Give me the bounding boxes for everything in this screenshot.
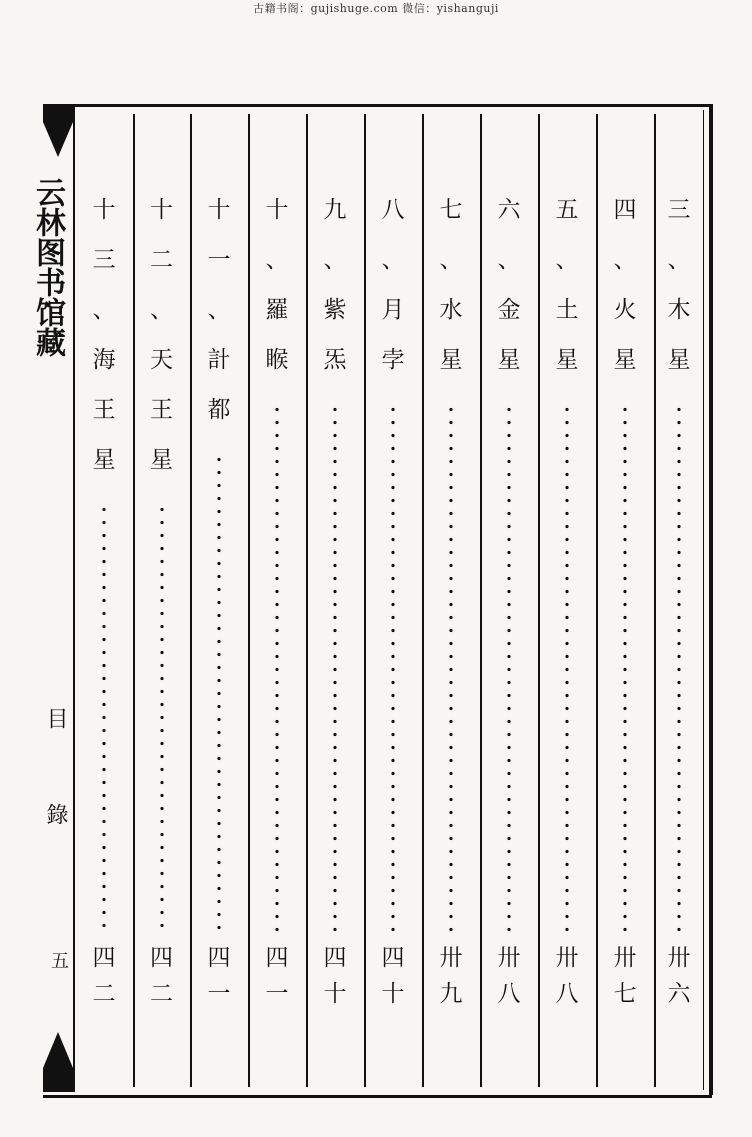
toc-page-number — [142, 940, 182, 1012]
title-char: 、 — [92, 297, 116, 323]
title-char: 星 — [439, 347, 463, 373]
toc-entry[interactable] — [659, 185, 699, 1025]
leader-dots — [333, 403, 337, 933]
toc-entry-title — [489, 185, 529, 385]
toc-page-number — [315, 940, 355, 1012]
leader-dots — [623, 403, 627, 933]
title-char: 王 — [150, 397, 173, 423]
title-char: 、 — [555, 247, 579, 273]
toc-entry-title — [142, 185, 182, 485]
title-char: 一 — [207, 247, 231, 273]
title-char: 、 — [439, 247, 463, 273]
title-char: 都 — [207, 397, 231, 423]
toc-page-number — [489, 940, 529, 1012]
title-char: 星 — [150, 447, 173, 473]
toc-entry-title — [373, 185, 413, 385]
toc-entry[interactable] — [373, 185, 413, 1025]
title-char: 水 — [439, 297, 463, 323]
toc-page-number — [199, 940, 239, 1012]
title-char: 睺 — [265, 347, 289, 373]
toc-entry-title — [547, 185, 587, 385]
title-char: 星 — [92, 447, 116, 473]
toc-entry[interactable] — [489, 185, 529, 1025]
toc-page-number — [84, 940, 124, 1012]
title-char: 、 — [613, 247, 637, 273]
column-divider — [596, 114, 598, 1087]
column-divider — [190, 114, 192, 1087]
leader-dots — [217, 453, 221, 933]
toc-entry-title — [431, 185, 471, 385]
book-margin-column — [30, 107, 73, 1092]
toc-page-number — [547, 940, 587, 1012]
title-char: 金 — [497, 297, 521, 323]
column-divider — [538, 114, 540, 1087]
right-inner-border — [703, 110, 704, 1090]
page-char: 十 — [381, 981, 405, 1007]
title-char: 、 — [667, 247, 691, 273]
toc-page-number — [373, 940, 413, 1012]
toc-entry-title — [659, 185, 699, 385]
title-char: 九 — [323, 197, 347, 223]
fishtail-bottom-icon — [43, 1032, 73, 1092]
page-char: 卅 — [497, 945, 521, 971]
title-char: 炁 — [323, 347, 347, 373]
page-char: 卅 — [555, 945, 579, 971]
right-border — [709, 104, 713, 1095]
title-char: 、 — [265, 247, 289, 273]
toc-page-number — [431, 940, 471, 1012]
title-char: 六 — [497, 197, 521, 223]
toc-entry-title — [257, 185, 297, 385]
title-char: 、 — [207, 297, 231, 323]
page-char: 八 — [497, 981, 521, 1007]
title-char: 三 — [92, 247, 116, 273]
title-char: 十 — [207, 197, 231, 223]
title-char: 星 — [613, 347, 637, 373]
section-title: 目錄 — [43, 707, 68, 899]
title-char: 紫 — [323, 297, 347, 323]
fishtail-top-icon — [43, 107, 73, 157]
title-char: 八 — [381, 197, 405, 223]
title-char: 四 — [613, 197, 637, 223]
leader-dots — [565, 403, 569, 933]
column-divider — [133, 114, 135, 1087]
title-char: 月 — [381, 297, 405, 323]
page-char: 九 — [439, 981, 463, 1007]
toc-page-number — [257, 940, 297, 1012]
title-char: 三 — [667, 197, 691, 223]
title-char: 天 — [150, 347, 173, 373]
page-char: 卅 — [613, 945, 637, 971]
column-divider — [654, 114, 656, 1087]
toc-entry[interactable] — [547, 185, 587, 1025]
title-char: 、 — [150, 297, 173, 323]
toc-entry-title — [199, 185, 239, 435]
toc-entry[interactable] — [142, 185, 182, 1025]
title-char: 十 — [150, 197, 173, 223]
page-char: 八 — [555, 981, 579, 1007]
toc-entry[interactable] — [257, 185, 297, 1025]
title-char: 計 — [207, 347, 231, 373]
toc-entry[interactable] — [199, 185, 239, 1025]
title-char: 土 — [555, 297, 579, 323]
leader-dots — [160, 503, 164, 933]
page-char: 一 — [265, 981, 289, 1007]
column-divider — [248, 114, 250, 1087]
toc-entry-title — [315, 185, 355, 385]
title-char: 二 — [150, 247, 173, 273]
toc-page-number — [659, 940, 699, 1012]
column-divider — [422, 114, 424, 1087]
title-char: 十 — [92, 197, 116, 223]
title-char: 木 — [667, 297, 691, 323]
leader-dots — [102, 503, 106, 933]
book-title: 云林图书馆藏 — [30, 177, 65, 357]
page-char: 一 — [207, 981, 231, 1007]
leader-dots — [449, 403, 453, 933]
title-char: 五 — [555, 197, 579, 223]
page-char: 二 — [92, 981, 116, 1007]
leader-dots — [677, 403, 681, 933]
page-char: 四 — [381, 945, 405, 971]
page-char: 卅 — [439, 945, 463, 971]
title-char: 孛 — [381, 347, 405, 373]
title-char: 火 — [613, 297, 637, 323]
title-char: 王 — [92, 397, 116, 423]
page-char: 四 — [150, 945, 173, 971]
page-char: 七 — [613, 981, 637, 1007]
title-char: 、 — [323, 247, 347, 273]
title-char: 星 — [667, 347, 691, 373]
column-divider — [364, 114, 366, 1087]
toc-entry[interactable] — [605, 185, 645, 1025]
page-char: 十 — [323, 981, 347, 1007]
margin-rule — [73, 107, 75, 1092]
title-char: 羅 — [265, 297, 289, 323]
toc-entry-title — [84, 185, 124, 485]
title-char: 、 — [381, 247, 405, 273]
title-char: 海 — [92, 347, 116, 373]
watermark-text: 古籍书阁：gujishuge.com 微信：yishanguji — [253, 2, 499, 15]
page-char: 四 — [207, 945, 231, 971]
page-char: 六 — [667, 981, 691, 1007]
column-divider — [480, 114, 482, 1087]
page-char: 卅 — [667, 945, 691, 971]
toc-entry[interactable] — [84, 185, 124, 1025]
title-char: 十 — [265, 197, 289, 223]
page-char: 四 — [265, 945, 289, 971]
page-char: 四 — [92, 945, 116, 971]
toc-entry[interactable] — [431, 185, 471, 1025]
title-char: 星 — [555, 347, 579, 373]
page-char: 四 — [323, 945, 347, 971]
page-char: 二 — [150, 981, 173, 1007]
leader-dots — [507, 403, 511, 933]
title-char: 、 — [497, 247, 521, 273]
page-number: 五 — [51, 951, 69, 972]
toc-entry[interactable] — [315, 185, 355, 1025]
toc-page-number — [605, 940, 645, 1012]
leader-dots — [391, 403, 395, 933]
leader-dots — [275, 403, 279, 933]
toc-entry-title — [605, 185, 645, 385]
column-divider — [306, 114, 308, 1087]
title-char: 七 — [439, 197, 463, 223]
title-char: 星 — [497, 347, 521, 373]
